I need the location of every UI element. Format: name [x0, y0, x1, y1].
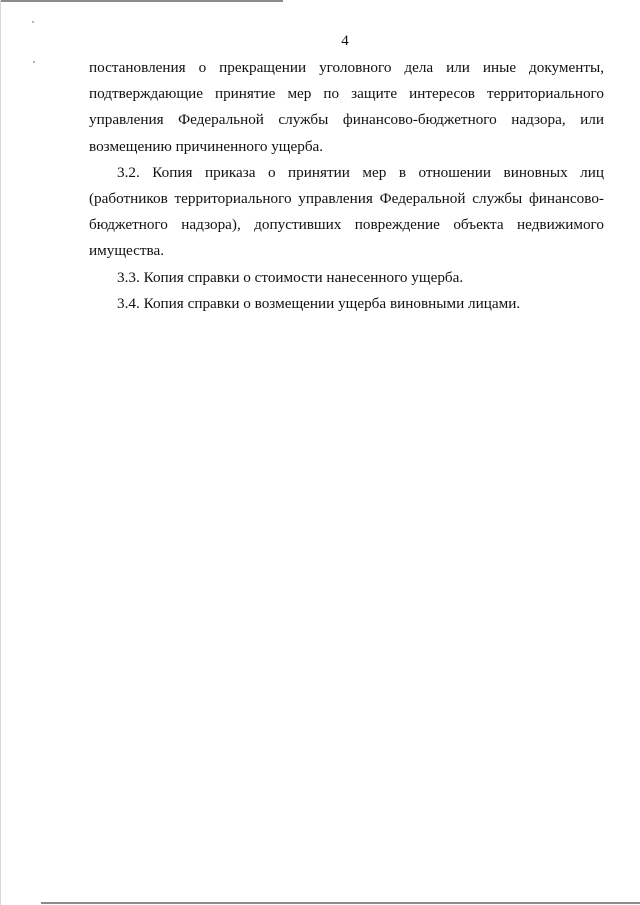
scan-speck: [33, 61, 35, 63]
scan-edge-bottom: [41, 902, 640, 904]
paragraph-item-3-3: 3.3. Копия справки о стоимости нанесенного ущерба.: [117, 268, 464, 286]
document-body: [89, 55, 604, 317]
page-number: 4: [341, 33, 349, 49]
scan-edge-left: [0, 0, 1, 905]
scan-speck: [32, 21, 34, 23]
paragraph-item-3-4: 3.4. Копия справки о возмещении ущерба виновными лицами.: [117, 294, 521, 312]
scan-edge-top: [0, 0, 283, 2]
paragraph-item-3-2: 3.2. Копия приказа о принятии мер в отношении виновных лиц (работников территориального управления Федеральной службы финансово-бюджетного надзора), допустивших повреждение объекта недвижимого имущества.: [89, 163, 604, 260]
paragraph-continuation: постановления о прекращении уголовного дела или иные документы, подтверждающие принятие мер по защите интересов территориального управления Федеральной службы финансово-бюджетного надзора, или возмещению причиненного ущерба.: [89, 59, 604, 155]
